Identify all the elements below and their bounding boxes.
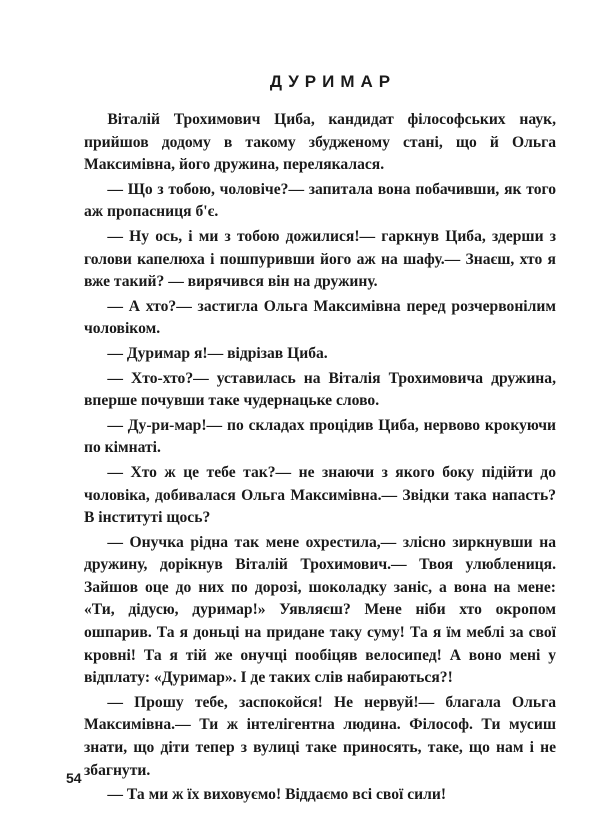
- paragraph: — Що з тобою, чоловіче?— запитала вона побачивши, як того аж пропасниця б'є.: [84, 180, 556, 221]
- paragraph: — Прошу тебе, заспокойся! Не нервуй!— благала Ольга Максимівна.— Ти ж інтелігентна людина. Філософ. Ти мусиш знати, що діти тепер з вулиці таке приносять, таке, що нам і не збагнути.: [84, 693, 556, 779]
- paragraph: — Хто ж це тебе так?— не знаючи з якого боку підійти до чоловіка, добивалася Ольга Максимівна.— Звідки така напасть? В інституті щось?: [84, 463, 556, 527]
- paragraph: — Та ми ж їх виховуємо! Віддаємо всі свої сили!: [107, 786, 447, 804]
- page-number: 54: [66, 770, 82, 786]
- paragraph: — Ну ось, і ми з тобою дожилися!— гаркнув Циба, здерши з голови капелюха і пошпуривши його аж на шафу.— Знаєш, хто я вже такий? — вирячився він на дружину.: [84, 227, 556, 291]
- paragraph: — Хто-хто?— уставилась на Віталія Трохимовича дружина, вперше почувши таке чудернацьке слово.: [84, 369, 556, 410]
- paragraph: — А хто?— застигла Ольга Максимівна перед розчервонілим чоловіком.: [84, 297, 556, 338]
- book-page: [84, 72, 556, 809]
- paragraph: — Ду-ри-мар!— по складах процідив Циба, нервово крокуючи по кімнаті.: [84, 416, 556, 457]
- paragraph: — Онучка рідна так мене охрестила,— злісно зиркнувши на дружину, дорікнув Віталій Трохимович.— Твоя улюблениця. Зайшов оце до них по дорозі, шоколадку заніс, а вона на мене: «Ти, дідусю, дуримар!» Уявляєш? Мене ніби хто окропом ошпарив. Та я доньці на придане таку суму! Та я їм меблі за свої кровні! Та я тій же онучці пообіцяв велосипед! А воно мені у відплату: «Дуримар». І де таких слів набираються?!: [84, 533, 556, 687]
- paragraph: Віталій Трохимович Циба, кандидат філософських наук, прийшов додому в такому збудженому стані, що й Ольга Максимівна, його дружина, перелякалася.: [84, 111, 556, 174]
- story-text: [84, 109, 556, 807]
- chapter-title: ДУРИМАР: [269, 72, 397, 91]
- paragraph: — Дуримар я!— відрізав Циба.: [107, 344, 328, 362]
